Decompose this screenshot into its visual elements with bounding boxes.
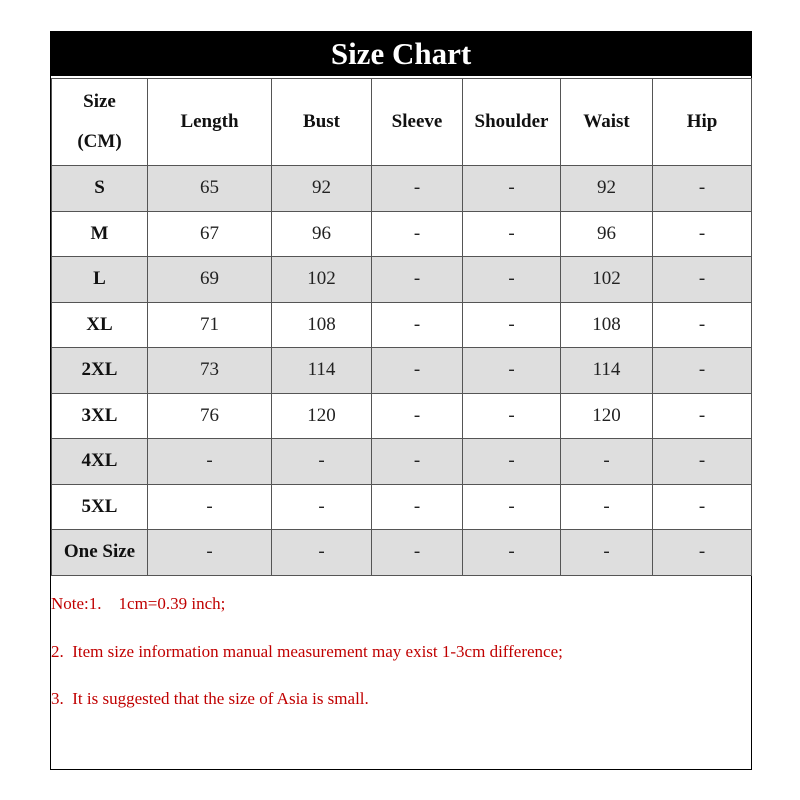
table-row xyxy=(52,348,752,394)
table-row xyxy=(52,484,752,530)
table-row xyxy=(52,166,752,212)
measurement-cell: - xyxy=(272,439,372,485)
measurement-cell: - xyxy=(653,257,752,303)
table-row xyxy=(52,257,752,303)
measurement-cell: - xyxy=(372,439,463,485)
size-label-cell: 3XL xyxy=(52,393,148,439)
measurement-cell: 102 xyxy=(561,257,653,303)
table-row xyxy=(52,302,752,348)
header-length: Length xyxy=(148,79,272,166)
measurement-cell: - xyxy=(463,393,561,439)
note-3: 3. It is suggested that the size of Asia is small. xyxy=(51,689,369,708)
table-header-row xyxy=(52,79,752,166)
size-chart-frame xyxy=(50,31,752,770)
header-sleeve: Sleeve xyxy=(372,79,463,166)
measurement-cell: 73 xyxy=(148,348,272,394)
measurement-cell: - xyxy=(561,439,653,485)
measurement-cell: - xyxy=(372,257,463,303)
size-label-cell: 4XL xyxy=(52,439,148,485)
size-label-cell: 5XL xyxy=(52,484,148,530)
measurement-cell: - xyxy=(463,166,561,212)
measurement-cell: 120 xyxy=(561,393,653,439)
measurement-cell: 69 xyxy=(148,257,272,303)
header-waist: Waist xyxy=(561,79,653,166)
measurement-cell: - xyxy=(463,257,561,303)
measurement-cell: 76 xyxy=(148,393,272,439)
measurement-cell: 67 xyxy=(148,211,272,257)
measurement-cell: - xyxy=(463,211,561,257)
size-label-cell: S xyxy=(52,166,148,212)
measurement-cell: 114 xyxy=(272,348,372,394)
measurement-cell: - xyxy=(272,484,372,530)
measurement-cell: - xyxy=(148,439,272,485)
size-label-cell: 2XL xyxy=(52,348,148,394)
measurement-cell: - xyxy=(148,484,272,530)
measurement-cell: 120 xyxy=(272,393,372,439)
size-label-cell: M xyxy=(52,211,148,257)
measurement-cell: - xyxy=(653,393,752,439)
header-shoulder: Shoulder xyxy=(463,79,561,166)
measurement-cell: 114 xyxy=(561,348,653,394)
measurement-cell: 108 xyxy=(272,302,372,348)
measurement-cell: - xyxy=(463,530,561,576)
measurement-cell: - xyxy=(148,530,272,576)
size-label-cell: L xyxy=(52,257,148,303)
measurement-cell: - xyxy=(463,348,561,394)
measurement-cell: - xyxy=(463,302,561,348)
measurement-cell: - xyxy=(653,166,752,212)
measurement-cell: - xyxy=(272,530,372,576)
table-row xyxy=(52,530,752,576)
table-row xyxy=(52,211,752,257)
measurement-cell: - xyxy=(653,302,752,348)
measurement-cell: 71 xyxy=(148,302,272,348)
size-label-cell: XL xyxy=(52,302,148,348)
measurement-cell: - xyxy=(372,393,463,439)
measurement-cell: - xyxy=(372,166,463,212)
measurement-cell: 108 xyxy=(561,302,653,348)
measurement-cell: - xyxy=(561,484,653,530)
note-1: Note:1. 1cm=0.39 inch; xyxy=(51,594,226,613)
size-label-cell: One Size xyxy=(52,530,148,576)
note-2: 2. Item size information manual measurement may exist 1-3cm difference; xyxy=(51,642,563,661)
measurement-cell: - xyxy=(653,439,752,485)
table-row xyxy=(52,439,752,485)
measurement-cell: - xyxy=(653,484,752,530)
measurement-cell: - xyxy=(372,211,463,257)
header-hip: Hip xyxy=(653,79,752,166)
measurement-cell: 96 xyxy=(561,211,653,257)
measurement-cell: 65 xyxy=(148,166,272,212)
measurement-cell: 92 xyxy=(561,166,653,212)
measurement-cell: 96 xyxy=(272,211,372,257)
measurement-cell: - xyxy=(561,530,653,576)
measurement-cell: 102 xyxy=(272,257,372,303)
header-size: Size (CM) xyxy=(52,79,148,166)
measurement-cell: - xyxy=(653,211,752,257)
measurement-cell: - xyxy=(653,348,752,394)
measurement-cell: - xyxy=(372,348,463,394)
measurement-cell: - xyxy=(463,439,561,485)
measurement-cell: - xyxy=(463,484,561,530)
measurement-cell: - xyxy=(372,484,463,530)
table-row xyxy=(52,393,752,439)
size-table xyxy=(51,78,752,576)
measurement-cell: - xyxy=(372,302,463,348)
measurement-cell: 92 xyxy=(272,166,372,212)
table-body xyxy=(52,166,752,576)
chart-title: Size Chart xyxy=(51,32,751,76)
measurement-cell: - xyxy=(653,530,752,576)
header-bust: Bust xyxy=(272,79,372,166)
measurement-cell: - xyxy=(372,530,463,576)
